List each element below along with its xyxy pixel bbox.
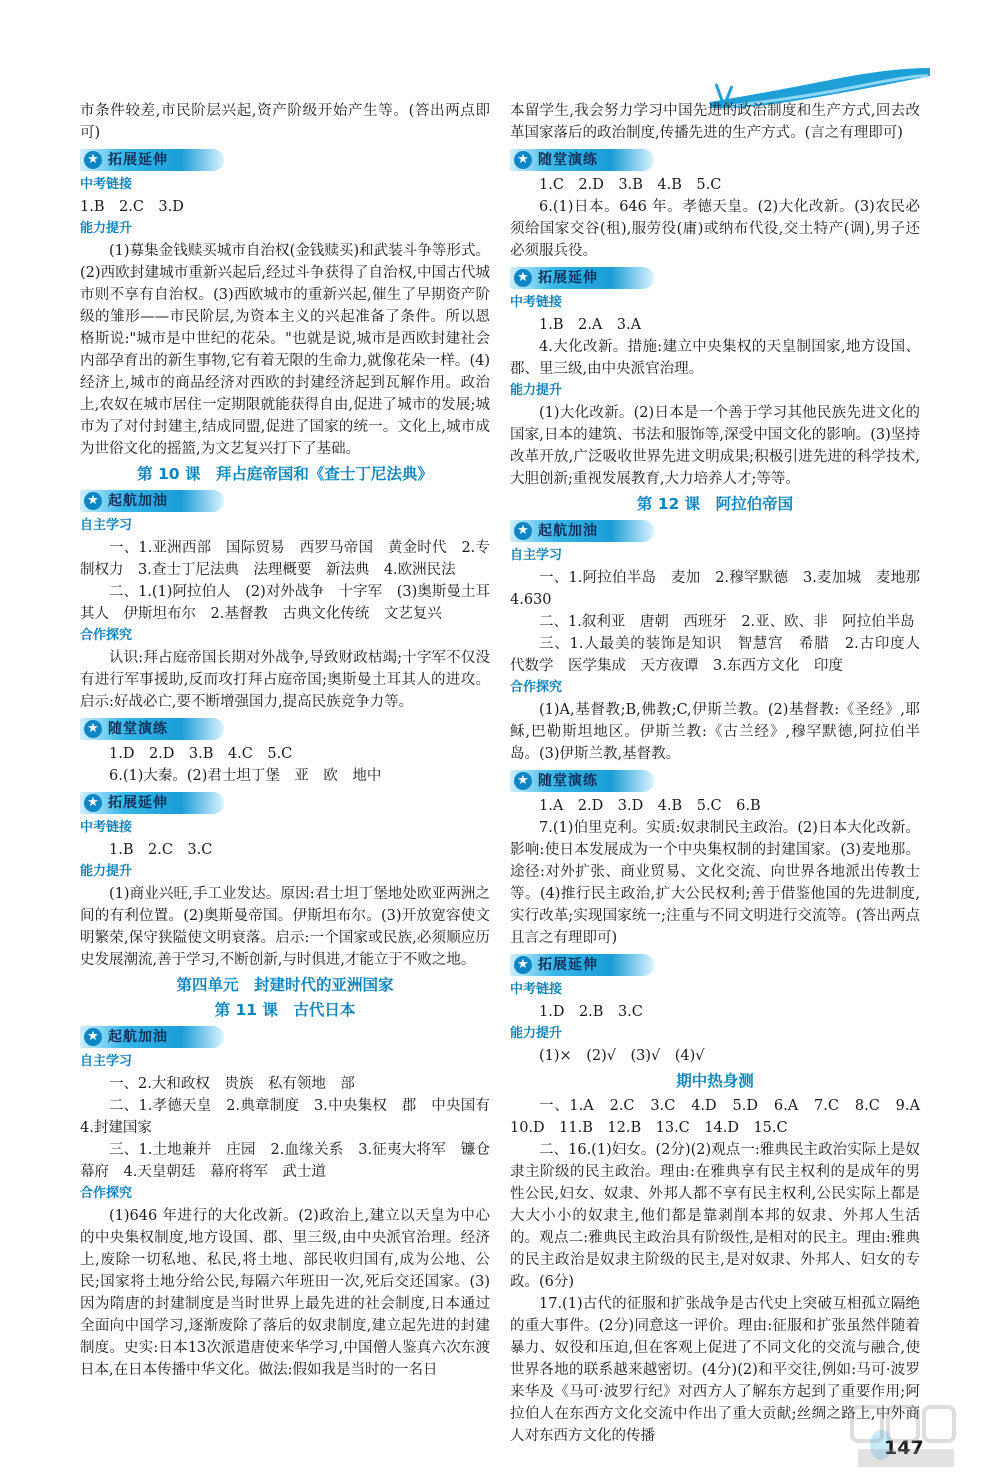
subheading: 中考链接 (510, 295, 563, 310)
paragraph: (1)646 年进行的大化改新。(2)政治上,建立以天皇为中心的中央集权制度,地方设国、郡、里三级,由中央派官治理。经济上,废除一切私地、私民,将土地、部民收归国有,成为公地、公民;国家将土地分给公民,每隔六年班田一次,死后交还国家。(3)因为隋唐的封建制度是当时世界上最先进的社会制度,日本通过全面向中国学习,逐渐废除了落后的奴隶制度,建立起先进的封建制度。史实:日本13次派遣唐使来华学习,中国僧人鉴真六次东渡日本,在日本传播中华文化。做法:假如我是当时的一名日 (80, 1208, 490, 1378)
subheading: 能力提升 (80, 221, 133, 236)
paragraph: 三、1.土地兼并 庄园 2.血缘关系 3.征夷大将军 镰仓幕府 4.天皇朝廷 幕府将军 武士道 (80, 1142, 490, 1180)
answer-line: 1.C 2.D 3.B 4.B 5.C (539, 177, 722, 193)
section-badge: ★ 拓展延伸 (510, 267, 654, 289)
answer-line: 1.D 2.D 3.B 4.C 5.C (109, 746, 293, 762)
subheading: 能力提升 (510, 383, 563, 398)
paragraph: 本留学生,我会努力学习中国先进的政治制度和生产方式,回去改革国家落后的政治制度,传播先进的生产方式。(言之有理即可) (510, 103, 920, 141)
paragraph: 认识:拜占庭帝国长期对外战争,导致财政枯竭;十字军不仅没有进行军事援助,反而攻打拜占庭帝国;奥斯曼土耳其人的进攻。启示:好战必亡,要不断增强国力,提高民族竞争力等。 (80, 650, 490, 710)
star-icon: ★ (84, 794, 102, 812)
section-badge: ★ 随堂演练 (80, 718, 224, 740)
subheading: 中考链接 (80, 177, 133, 192)
paragraph: 一、1.亚洲西部 国际贸易 西罗马帝国 黄金时代 2.专制权力 3.查士丁尼法典 法理概要 新法典 4.欧洲民法 (80, 540, 490, 578)
paragraph: 二、1.叙利亚 唐朝 西班牙 2.亚、欧、非 阿拉伯半岛 (539, 614, 915, 630)
subheading: 中考链接 (80, 820, 133, 835)
answer-line: 一、1.A 2.C 3.C 4.D 5.D 6.A 7.C 8.C 9.A 10.D 11.B 12.B 13.C 14.D 15.C (510, 1098, 935, 1136)
paragraph: 6.(1)日本。646 年。孝德天皇。(2)大化改新。(3)农民必须给国家交谷(租),服劳役(庸)或纳布代役,交土特产(调),男子还必须服兵役。 (510, 199, 920, 259)
subheading: 自主学习 (80, 1054, 133, 1069)
watermark-logo (850, 1403, 960, 1473)
paragraph: 一、1.阿拉伯半岛 麦加 2.穆罕默德 3.麦加城 麦地那 4.630 (510, 570, 935, 608)
subheading: 能力提升 (80, 864, 133, 879)
star-icon: ★ (514, 772, 532, 790)
right-column (510, 100, 935, 1447)
paragraph: (1)募集金钱赎买城市自治权(金钱赎买)和武装斗争等形式。(2)西欧封建城市重新兴起后,经过斗争获得了自治权,中国古代城市则不享有自治权。(3)西欧城市的重新兴起,催生了早期资产阶级的雏形——市民阶层,为资本主义的兴起准备了条件。所以恩格斯说:"城市是中世纪的花朵。"也就是说,城市是西欧封建社会内部孕育出的新生事物,它有着无限的生命力,就像花朵一样。(4)经济上,城市的商品经济对西欧的封建经济起到瓦解作用。政治上,农奴在城市居住一定期限就能获得自由,促进了城市的发展;城市为了对付封建主,结成同盟,促进了国家的统一。文化上,城市成为世俗文化的摇篮,为文艺复兴打下了基础。 (80, 243, 490, 457)
lesson-title: 第 12 课 阿拉伯帝国 (636, 495, 794, 513)
section-badge: ★ 拓展延伸 (80, 792, 224, 814)
section-badge: ★ 随堂演练 (510, 770, 654, 792)
lesson-title: 第 11 课 古代日本 (214, 1001, 356, 1019)
star-icon: ★ (514, 522, 532, 540)
subheading: 合作探究 (510, 680, 563, 695)
answer-line: 1.B 2.C 3.C (109, 842, 213, 858)
star-icon: ★ (84, 1028, 102, 1046)
paragraph: (1)大化改新。(2)日本是一个善于学习其他民族先进文化的国家,日本的建筑、书法和服饰等,深受中国文化的影响。(3)坚持改革开放,广泛吸收世界先进文明成果;积极引进先进的科学技术,大胆创新;重视发展教育,大力培养人才;等等。 (510, 405, 920, 487)
section-badge: ★ 起航加油 (510, 520, 654, 542)
answer-line: 6.(1)大秦。(2)君士坦丁堡 亚 欧 地中 (109, 768, 382, 784)
star-icon: ★ (514, 269, 532, 287)
star-icon: ★ (84, 492, 102, 510)
subheading: 合作探究 (80, 628, 133, 643)
paragraph: 二、1.孝德天皇 2.典章制度 3.中央集权 郡 中央国有 4.封建国家 (80, 1098, 505, 1136)
paragraph: 17.(1)古代的征服和扩张战争是古代史上突破互相孤立隔绝的重大事件。(2分)同意这一评价。理由:征服和扩张虽然伴随着暴力、奴役和压迫,但在客观上促进了不同文化的交流与融合,使世界各地的联系越来越密切。(4分)(2)和平交往,例如:马可·波罗来华及《马可·波罗行纪》对西方人了解东方起到了重要作用;阿拉伯人在东西方文化交流中作出了重大贡献;丝绸之路上,中外商人对东西方文化的传播 (510, 1296, 920, 1444)
star-icon: ★ (514, 956, 532, 974)
subheading: 自主学习 (510, 548, 563, 563)
section-badge: ★ 起航加油 (80, 1026, 224, 1048)
subheading: 中考链接 (510, 982, 563, 997)
page-number: 147 (884, 1437, 924, 1459)
star-icon: ★ (84, 151, 102, 169)
left-column (80, 100, 505, 1381)
subheading: 自主学习 (80, 518, 133, 533)
star-icon: ★ (84, 720, 102, 738)
answer-line: 1.B 2.C 3.D (80, 199, 184, 215)
paragraph: 4.大化改新。措施:建立中央集权的天皇制国家,地方设国、郡、里三级,由中央派官治理。 (510, 339, 920, 377)
answer-line: 1.D 2.B 3.C (539, 1004, 643, 1020)
paragraph: 7.(1)伯里克利。实质:奴隶制民主政治。(2)日本大化改新。影响:使日本发展成为一个中央集权制的封建国家。(3)麦地那。途径:对外扩张、商业贸易、文化交流、向世界各地派出传教士等。(4)推行民主政治,扩大公民权利;善于借鉴他国的先进制度,实行改革;实现国家统一;注重与不同文明进行交流等。(答出两点且言之有理即可) (510, 820, 920, 946)
answer-line: 1.B 2.A 3.A (539, 317, 642, 333)
subheading: 能力提升 (510, 1026, 563, 1041)
subheading: 合作探究 (80, 1186, 133, 1201)
paragraph: 市条件较差,市民阶层兴起,资产阶级开始产生等。(答出两点即可) (80, 103, 490, 141)
section-badge: ★ 拓展延伸 (510, 954, 654, 976)
exam-title: 期中热身测 (676, 1072, 754, 1090)
section-badge: ★ 随堂演练 (510, 149, 654, 171)
paragraph: 二、16.(1)妇女。(2分)(2)观点一:雅典民主政治实际上是奴隶主阶级的民主政治。理由:在雅典享有民主权利的是成年的男性公民,妇女、奴隶、外邦人都不享有民主权利,公民实际上都是大大小小的奴隶主,他们都是靠剥削本邦的奴隶、外邦人生活的。观点二:雅典民主政治具有阶级性,是相对的民主。理由:雅典的民主政治是奴隶主阶级的民主,是对奴隶、外邦人、妇女的专政。(6分) (510, 1142, 920, 1290)
section-badge: ★ 起航加油 (80, 490, 224, 512)
lesson-title: 第 10 课 拜占庭帝国和《查士丁尼法典》 (137, 465, 433, 483)
star-icon: ★ (514, 151, 532, 169)
paragraph: (1)A,基督教;B,佛教;C,伊斯兰教。(2)基督教:《圣经》,耶稣,巴勒斯坦地区。伊斯兰教:《古兰经》,穆罕默德,阿拉伯半岛。(3)伊斯兰教,基督教。 (510, 702, 920, 762)
unit-title: 第四单元 封建时代的亚洲国家 (176, 976, 394, 994)
answer-line: 1.A 2.D 3.D 4.B 5.C 6.B (539, 798, 761, 814)
paragraph: (1)商业兴旺,手工业发达。原因:君士坦丁堡地处欧亚两洲之间的有利位置。(2)奥斯曼帝国。伊斯坦布尔。(3)开放宽容使文明繁荣,保守狭隘使文明衰落。启示:一个国家或民族,必须顺应历史发展潮流,善于学习,不断创新,与时俱进,才能立于不败之地。 (80, 886, 490, 968)
paragraph: 二、1.(1)阿拉伯人 (2)对外战争 十字军 (3)奥斯曼土耳其人 伊斯坦布尔 2.基督教 古典文化传统 文艺复兴 (80, 584, 490, 622)
section-badge: ★ 拓展延伸 (80, 149, 224, 171)
answer-line: (1)× (2)√ (3)√ (4)√ (539, 1048, 705, 1064)
paragraph: 一、2.大和政权 贵族 私有领地 部 (109, 1076, 355, 1092)
paragraph: 三、1.人最美的装饰是知识 智慧宫 希腊 2.古印度人 代数学 医学集成 天方夜谭 3.东西方文化 印度 (510, 636, 935, 674)
